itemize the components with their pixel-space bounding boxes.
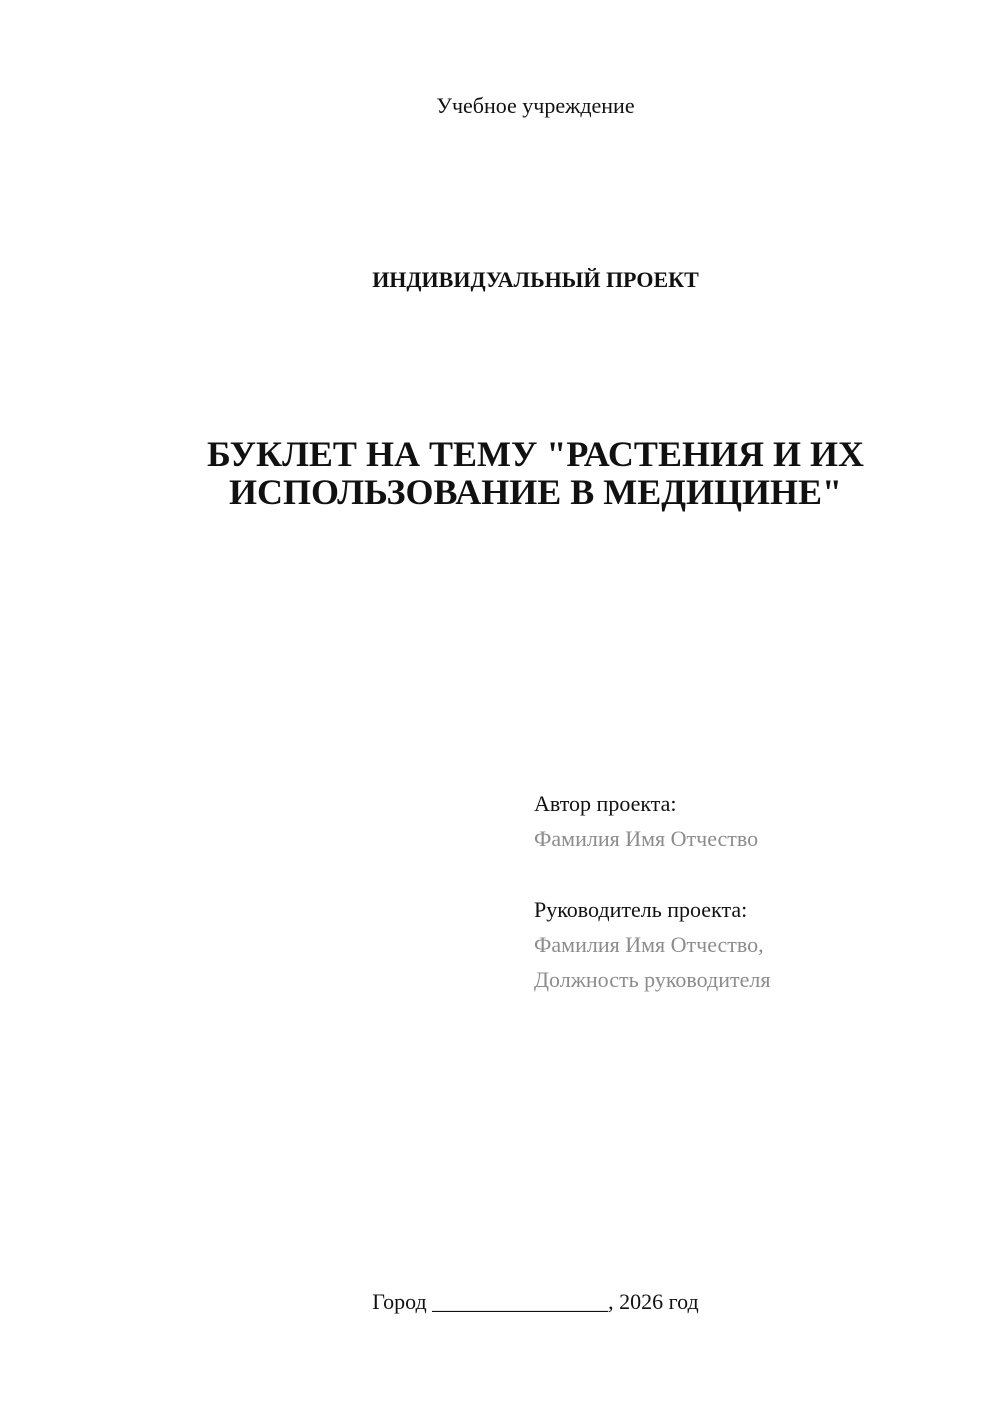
author-label: Автор проекта: (534, 791, 677, 816)
project-title-line-1: БУКЛЕТ НА ТЕМУ "РАСТЕНИЯ И ИХ (207, 434, 864, 474)
supervisor-block (534, 892, 770, 997)
project-type-heading: ИНДИВИДУАЛЬНЫЙ ПРОЕКТ (372, 267, 699, 292)
project-title (0, 435, 1000, 511)
author-block (534, 786, 758, 856)
city-year-line: Город ________________, 2026 год (372, 1289, 699, 1314)
supervisor-name-placeholder: Фамилия Имя Отчество, (534, 932, 764, 957)
supervisor-position-placeholder: Должность руководителя (534, 967, 771, 992)
author-name-placeholder: Фамилия Имя Отчество (534, 826, 759, 851)
institution-name: Учебное учреждение (436, 93, 635, 118)
supervisor-label: Руководитель проекта: (534, 897, 748, 922)
project-title-line-2: ИСПОЛЬЗОВАНИЕ В МЕДИЦИНЕ" (228, 472, 842, 512)
